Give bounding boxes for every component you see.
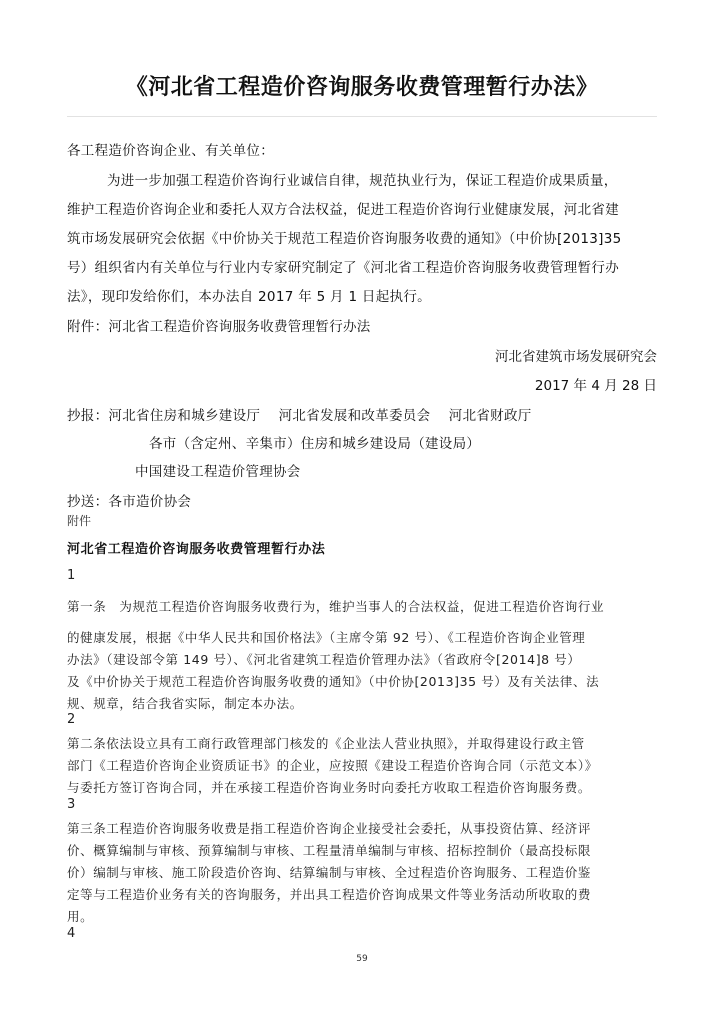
article-line: 及《中价协关于规范工程造价咨询服务收费的通知》（中价协[2013]35 号）及有关法律、法 [67,674,600,689]
notice-body-line: 号）组织省内有关单位与行业内专家研究制定了《河北省工程造价咨询服务收费管理暂行办 [67,260,619,276]
article-line: 价、概算编制与审核、预算编制与审核、工程量清单编制与审核、招标控制价（最高投标限 [67,843,592,858]
report-to-line: 中国建设工程造价管理协会 [135,464,301,480]
notice-body-line: 为进一步加强工程造价咨询行业诚信自律，规范执业行为，保证工程造价成果质量， [107,173,618,189]
article-number: 1 [67,568,76,583]
document-title: 《河北省工程造价咨询服务收费管理暂行办法》 [125,75,599,100]
article-line: 定等与工程造价业务有关的咨询服务，并出具工程造价咨询成果文件等业务活动所收取的费 [67,887,592,902]
appendix-label: 附件 [67,514,92,528]
title-divider [67,116,657,117]
article-number: 4 [67,926,76,941]
salutation: 各工程造价咨询企业、有关单位： [67,143,274,159]
article-line: 第三条工程造价咨询服务收费是指工程造价咨询企业接受社会委托，从事投资估算、经济评 [67,821,592,836]
report-to-line: 各市（含定州、辛集市）住房和城乡建设局（建设局） [149,436,481,452]
article-line: 的健康发展，根据《中华人民共和国价格法》（主席令第 92 号）、《工程造价咨询企业管理 [67,630,586,645]
article-line: 用。 [67,909,94,924]
article-line: 规、规章，结合我省实际，制定本办法。 [67,696,303,711]
report-to-line: 抄报：河北省住房和城乡建设厅 河北省发展和改革委员会 河北省财政厅 [67,408,532,424]
notice-body-line: 筑市场发展研究会依据《中价协关于规范工程造价咨询服务收费的通知》（中价协[2013]35 [67,231,622,247]
issue-date: 2017 年 4 月 28 日 [534,378,657,394]
notice-body-line: 法》，现印发给你们，本办法自 2017 年 5 月 1 日起执行。 [67,289,431,305]
article-line: 第二条依法设立具有工商行政管理部门核发的《企业法人营业执照》，并取得建设行政主管 [67,736,585,751]
article-line: 办法》（建设部令第 149 号）、《河北省建筑工程造价管理办法》（省政府令[2014]8 号） [67,652,581,667]
article-line: 部门《工程造价咨询企业资质证书》的企业，应按照《建设工程造价咨询合同（示范文本）》 [67,758,598,773]
article-line: 与委托方签订咨询合同，并在承接工程造价咨询业务时向委托方收取工程造价咨询服务费。 [67,780,592,795]
appendix-title: 河北省工程造价咨询服务收费管理暂行办法 [67,542,326,557]
attachment-line: 附件：河北省工程造价咨询服务收费管理暂行办法 [67,319,371,335]
article-number: 3 [67,797,76,812]
article-line: 第一条 为规范工程造价咨询服务收费行为，维护当事人的合法权益，促进工程造价咨询行业 [67,599,605,614]
copy-to-line: 抄送：各市造价协会 [67,494,192,510]
page-number: 59 [356,954,368,964]
issuer-name: 河北省建筑市场发展研究会 [495,349,657,365]
notice-body-line: 维护工程造价咨询企业和委托人双方合法权益，促进工程造价咨询行业健康发展，河北省建 [67,202,619,218]
article-number: 2 [67,712,76,727]
article-line: 价）编制与审核、施工阶段造价咨询、结算编制与审核、全过程造价咨询服务、工程造价鉴 [67,865,592,880]
